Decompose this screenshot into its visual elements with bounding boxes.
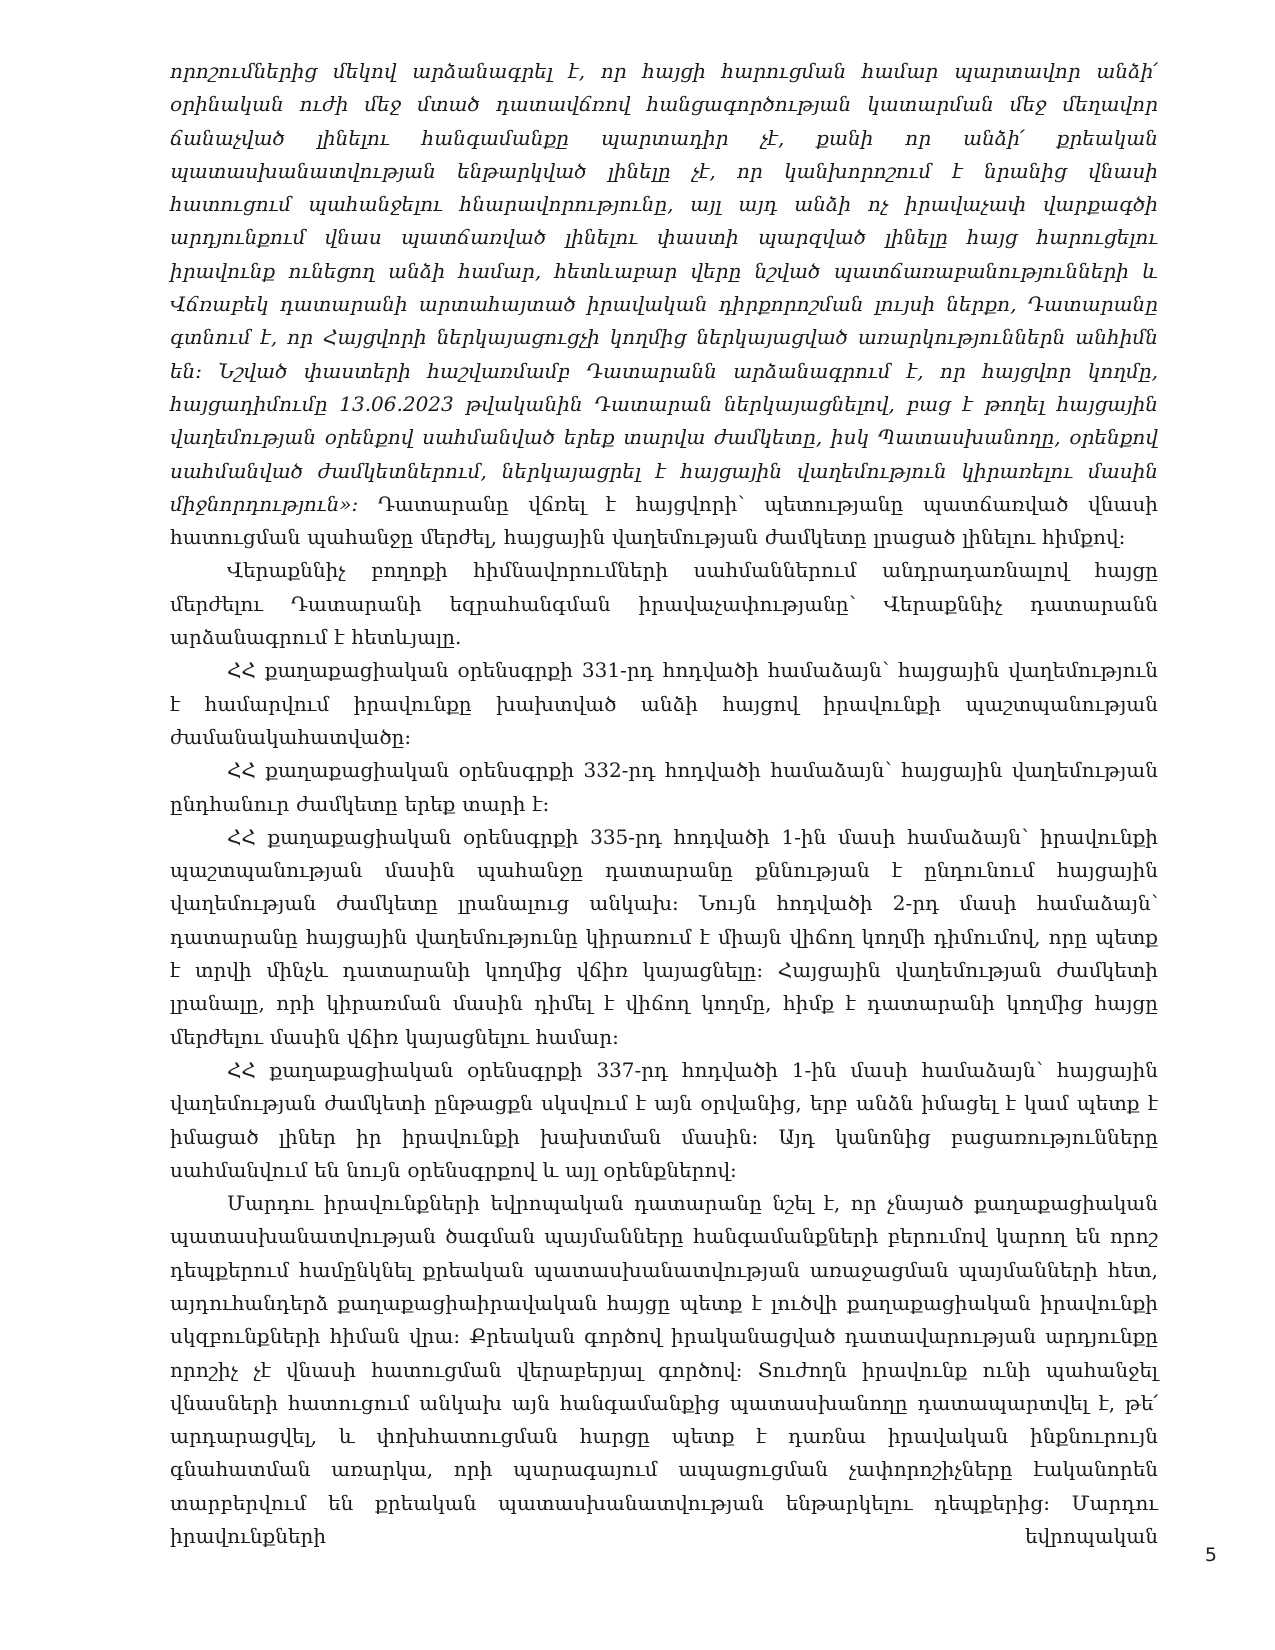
text-run: ՀՀ քաղաքացիական օրենսգրքի 335-րդ հոդվածի 1-ին մասի համաձայն՝ իրավունքի պաշտպանության մասին պահանջը դատարանը քննության է ընդունում հայցային վաղեմության ժամկետը լրանալուց անկախ: Նույն հոդվածի 2-րդ մասի համաձայն՝ դատարանը հայցային վաղեմությունը կիրառում է միայն վիճող կողմի դիմումով, որը պետք է տրվի մինչև դատարանի կողմից վճիռ կայացնելը: Հայցային վաղեմության ժամկետի լրանալը, որի կիրառման մասին դիմել է վիճող կողմը, հիմք է դատարանի կողմից հայցը մերժելու մասին վճիռ կայացնելու համար: xyxy=(170,824,1158,1049)
body-paragraph-6 xyxy=(170,1054,1158,1187)
body-paragraph-7 xyxy=(170,1187,1158,1553)
text-run: Դատարանը վճռել է հայցվորի՝ պետությանը պատճառված վնասի հատուցման պահանջը մերժել, հայցային վաղեմության ժամկետը լրացած լինելու հիմքով: xyxy=(170,491,1158,550)
text-run: ՀՀ քաղաքացիական օրենսգրքի 337-րդ հոդվածի 1-ին մասի համաձայն՝ հայցային վաղեմության ժամկետի ընթացքն սկսվում է այն օրվանից, երբ անձն իմացել է կամ պետք է իմացած լիներ իր իրավունքի խախտման մասին: Այդ կանոնից բացառությունները սահմանվում են նույն օրենսգրքով և այլ օրենքներով: xyxy=(170,1057,1158,1182)
quoted-court-reasoning-italic: որոշումներից մեկով արձանագրել է, որ հայցի հարուցման համար պարտավոր անձի՛ օրինական ուժի մեջ մտած դատավճռով հանցագործության կատարման մեջ մեղավոր ճանաչված լինելու հանգամանքը պարտադիր չէ, քանի որ անձի՛ քրեական պատասխանատվության ենթարկված լինելը չէ, որ կանխորոշում է նրանից վնասի հատուցում պահանջելու հնարավորությունը, այլ այդ անձի ոչ իրավաչափ վարքագծի արդյունքում վնաս պատճառված լինելու փաստի պարզված լինելը հայց հարուցելու իրավունք ունեցող անձի համար, հետևաբար վերը նշված պատճառաբանությունների և Վճռաբեկ դատարանի արտահայտած իրավական դիրքորոշման լույսի ներքո, Դատարանը գտնում է, որ Հայցվորի ներկայացուցչի կողմից ներկայացված առարկություններն անհիմն են: Նշված փաստերի հաշվառմամբ Դատարանն արձանագրում է, որ հայցվոր կողմը, հայցադիմումը 13.06.2023 թվականին Դատարան ներկայացնելով, բաց է թողել հայցային վաղեմության օրենքով սահմանված երեք տարվա ժամկետը, իսկ Պատասխանողը, օրենքով սահմանված ժամկետներում, ներկայացրել է հայցային վաղեմություն կիրառելու մասին միջնորդություն»: xyxy=(170,59,1158,516)
text-run: ՀՀ քաղաքացիական օրենսգրքի 331-րդ հոդվածի համաձայն՝ հայցային վաղեմություն է համարվում իրավունքը խախտված անձի հայցով իրավունքի պաշտպանության ժամանակահատվածը: xyxy=(170,658,1158,749)
body-paragraph-4 xyxy=(170,754,1158,821)
body-paragraph-5 xyxy=(170,821,1158,1054)
body-paragraph-2 xyxy=(170,554,1158,654)
text-run: Վերաքննիչ բողոքի հիմնավորումների սահմաններում անդրադառնալով հայցը մերժելու Դատարանի եզրահանգման իրավաչափությանը՝ Վերաքննիչ դատարանն արձանագրում է հետևյալը. xyxy=(170,558,1158,650)
text-run: Մարդու իրավունքների եվրոպական դատարանը նշել է, որ չնայած քաղաքացիական պատասխանատվության ծագման պայմանները հանգամանքների բերումով կարող են որոշ դեպքերում համընկնել քրեական պատասխանատվության առաջացման պայմանների հետ, այդուհանդերձ քաղաքացիաիրավական հայցը պետք է լուծվի քաղաքացիական իրավունքի սկզբունքների հիման վրա: Քրեական գործով իրականացված դատավարության արդյունքը որոշիչ չէ վնասի հատուցման վերաբերյալ գործով: Տուժողն իրավունք ունի պահանջել վնասների հատուցում անկախ այն հանգամանքից պատասխանողը դատապարտվել է, թե՛ արդարացվել, և փոխհատուցման հարցը պետք է դառնա իրավական ինքնուրույն գնահատման առարկա, որի պարագայում ապացուցման չափորոշիչները էականորեն տարբերվում են քրեական պատասխանատվության ենթարկելու դեպքերից: Մարդու իրավունքների եվրոպական xyxy=(170,1191,1158,1549)
page-number: 5 xyxy=(1204,1544,1217,1566)
text-run: ՀՀ քաղաքացիական օրենսգրքի 332-րդ հոդվածի համաձայն՝ հայցային վաղեմության ընդհանուր ժամկետը երեք տարի է: xyxy=(170,758,1158,816)
body-paragraph-1 xyxy=(170,55,1158,554)
body-paragraph-3 xyxy=(170,654,1158,754)
document-page xyxy=(170,55,1158,1553)
